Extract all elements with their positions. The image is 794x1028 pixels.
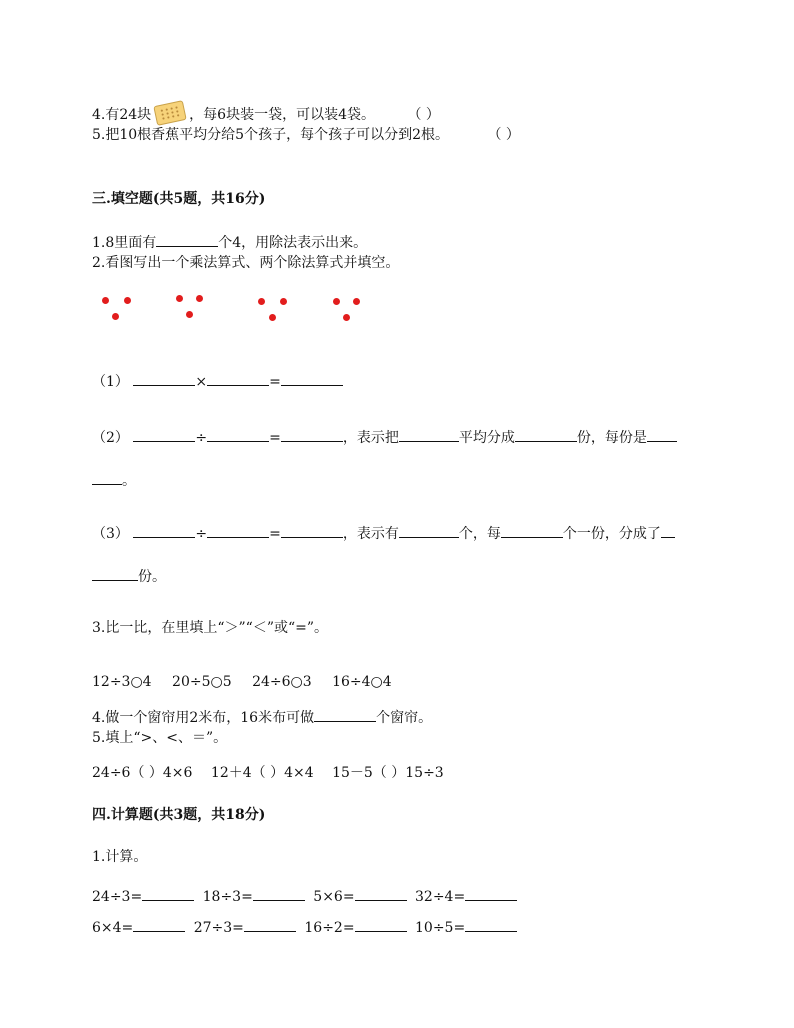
operator: ÷ [195, 430, 208, 446]
answer-blank[interactable] [92, 470, 122, 485]
question-4-1: 1.计算。 [92, 849, 148, 865]
answer-blank[interactable] [281, 371, 343, 386]
q-text: 个，每 [458, 526, 501, 542]
q-text: 4.有24块 [92, 107, 152, 123]
answer-blank[interactable] [133, 427, 195, 442]
question-3-1 [92, 232, 367, 252]
fill-item[interactable]: 15－5（ ）15÷3 [332, 765, 444, 781]
compare-row [92, 673, 392, 691]
calc-row-1 [92, 886, 517, 906]
answer-blank[interactable] [281, 427, 343, 442]
compare-item[interactable]: 12÷3○4 [92, 674, 152, 690]
compare-item[interactable]: 24÷6○3 [252, 674, 312, 690]
calc-expr: 16÷2= [304, 920, 355, 936]
sub-label: （2） [92, 430, 129, 446]
q-text: 份，每份是 [576, 430, 647, 446]
answer-blank[interactable] [156, 232, 218, 247]
answer-blank[interactable] [133, 371, 195, 386]
dot [353, 298, 360, 305]
answer-blank[interactable] [399, 427, 459, 442]
q-text: 个一份，分成了 [562, 526, 661, 542]
answer-blank[interactable] [465, 886, 517, 901]
dot [196, 295, 203, 302]
calc-expr: 6×4= [92, 920, 134, 936]
answer-blank[interactable] [661, 523, 675, 538]
q-text: 份。 [138, 569, 166, 585]
dot [186, 311, 193, 318]
answer-blank[interactable] [133, 917, 185, 932]
dot [176, 295, 183, 302]
answer-paren[interactable]: （ ） [407, 107, 440, 123]
q-text: ，表示把 [342, 430, 399, 446]
answer-blank[interactable] [501, 523, 563, 538]
question-3-5: 5.填上“>、<、＝”。 [92, 730, 228, 746]
q-text: 1.8里面有 [92, 235, 157, 251]
dot [112, 313, 119, 320]
dot [102, 297, 109, 304]
dot [258, 298, 265, 305]
answer-blank[interactable] [355, 886, 407, 901]
answer-blank[interactable] [281, 523, 343, 538]
sub-question-3-wrap [92, 566, 166, 586]
operator: = [269, 374, 281, 390]
answer-blank[interactable] [142, 886, 194, 901]
dot [343, 314, 350, 321]
calc-expr: 32÷4= [415, 889, 466, 905]
sub-question-2-wrap [92, 470, 136, 490]
q-text: 个4，用除法表示出来。 [218, 235, 368, 251]
answer-blank[interactable] [92, 566, 138, 581]
answer-blank[interactable] [355, 917, 407, 932]
answer-blank[interactable] [207, 371, 269, 386]
q-text: ，表示有 [342, 526, 399, 542]
dot [333, 298, 340, 305]
answer-blank[interactable] [647, 427, 677, 442]
operator: = [269, 526, 281, 542]
sub-question-2 [92, 427, 677, 447]
q-text: 4.做一个窗帘用2米布，16米布可做 [92, 710, 315, 726]
answer-blank[interactable] [244, 917, 296, 932]
fill-item[interactable]: 24÷6（ ）4×6 [92, 765, 193, 781]
answer-blank[interactable] [399, 523, 459, 538]
cracker-icon [153, 100, 187, 126]
question-3-2: 2.看图写出一个乘法算式、两个除法算式并填空。 [92, 255, 400, 271]
calc-expr: 10÷5= [415, 920, 466, 936]
fill-item[interactable]: 12＋4（ ）4×4 [210, 765, 314, 781]
question-3-4 [92, 707, 432, 727]
compare-item[interactable]: 16÷4○4 [332, 674, 392, 690]
operator: ÷ [195, 526, 208, 542]
question-2-5 [92, 126, 520, 144]
compare-item[interactable]: 20÷5○5 [172, 674, 232, 690]
answer-blank[interactable] [515, 427, 577, 442]
sub-question-3 [92, 523, 675, 543]
q-text: 平均分成 [458, 430, 515, 446]
section-title: 三.填空题(共5题，共16分) [92, 191, 266, 207]
answer-blank[interactable] [133, 523, 195, 538]
sub-label: （3） [92, 526, 129, 542]
q-text: ，每6块装一袋，可以装4袋。 [189, 107, 375, 123]
calc-expr: 27÷3= [193, 920, 244, 936]
q-text: 。 [122, 473, 136, 489]
answer-blank[interactable] [207, 523, 269, 538]
sub-question-1 [92, 371, 343, 391]
sub-label: （1） [92, 374, 129, 390]
dot [280, 298, 287, 305]
answer-paren[interactable]: （ ） [487, 127, 520, 143]
operator: = [269, 430, 281, 446]
answer-blank[interactable] [465, 917, 517, 932]
answer-blank[interactable] [207, 427, 269, 442]
fill-row [92, 764, 444, 782]
dot [124, 297, 131, 304]
calc-row-2 [92, 917, 517, 937]
dot [269, 314, 276, 321]
q-text: 5.把10根香蕉平均分给5个孩子，每个孩子可以分到2根。 [92, 127, 449, 143]
q-text: 个窗帘。 [376, 710, 433, 726]
calc-expr: 24÷3= [92, 889, 143, 905]
answer-blank[interactable] [253, 886, 305, 901]
operator: × [195, 374, 208, 390]
answer-blank[interactable] [314, 707, 376, 722]
section-title: 四.计算题(共3题，共18分) [92, 807, 266, 823]
calc-expr: 18÷3= [202, 889, 253, 905]
calc-expr: 5×6= [313, 889, 355, 905]
question-2-4 [92, 103, 440, 124]
question-3-3: 3.比一比，在里填上“＞”“＜”或“=”。 [92, 620, 329, 636]
